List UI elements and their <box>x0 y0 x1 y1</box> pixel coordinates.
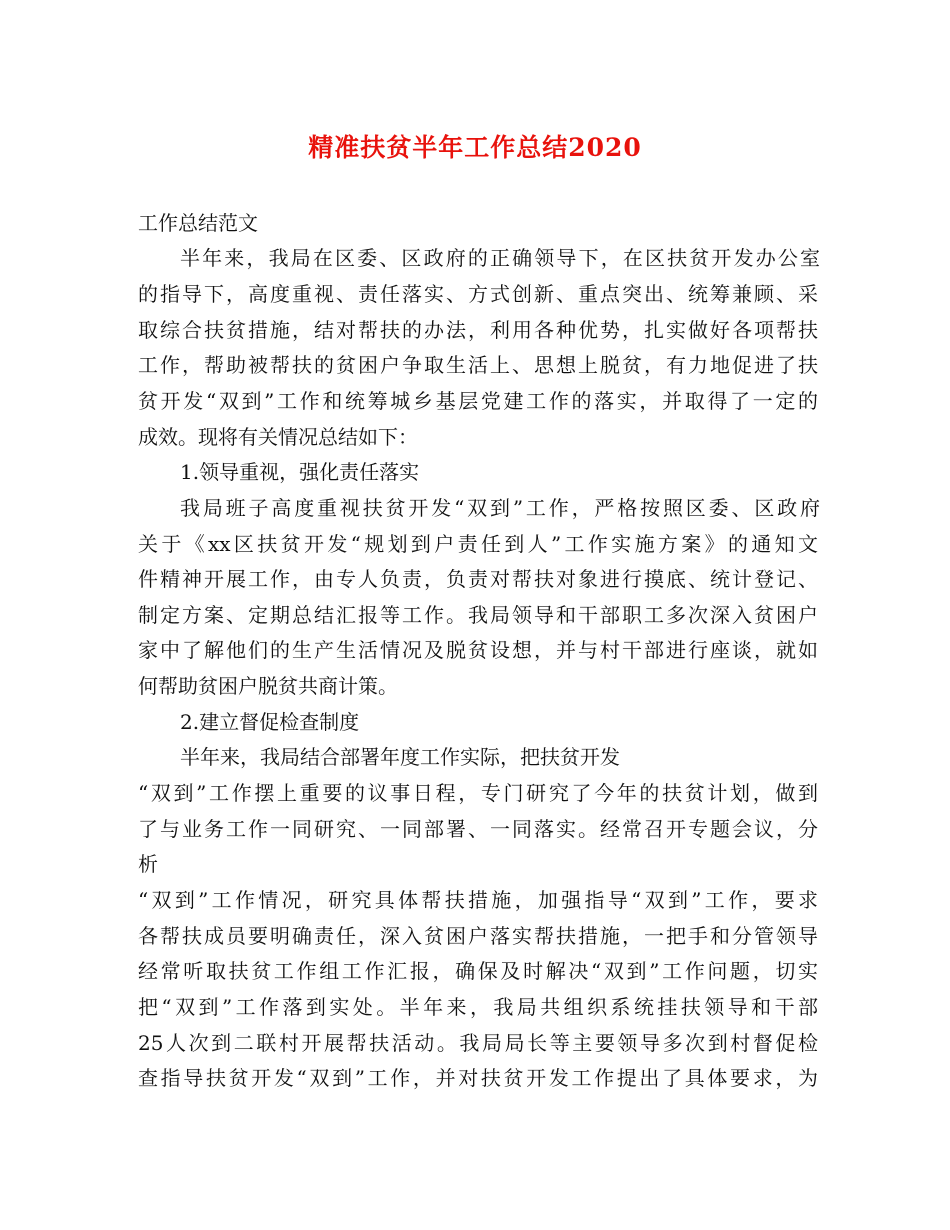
paragraph-line: 各帮扶成员要明确责任，深入贫困户落实帮扶措施，一把手和分管领导 <box>138 924 818 948</box>
paragraph-line: 了与业务工作一同研究、一同部署、一同落实。经常召开专题会议，分 <box>138 817 818 841</box>
paragraph-line: 工作，帮助被帮扶的贫困户争取生活上、思想上脱贫，有力地促进了扶 <box>138 353 818 377</box>
paragraph-line: 制定方案、定期总结汇报等工作。我局领导和干部职工多次深入贫困户 <box>138 603 818 627</box>
paragraph-line: 析 <box>138 852 158 876</box>
paragraph-line: 件精神开展工作，由专人负责，负责对帮扶对象进行摸底、统计登记、 <box>138 567 818 591</box>
paragraph-line: 把“双到”工作落到实处。半年来，我局共组织系统挂扶领导和干部 <box>138 995 818 1019</box>
paragraph-line: 经常听取扶贫工作组工作汇报，确保及时解决“双到”工作问题，切实 <box>138 959 818 983</box>
section-heading: 2.建立督促检查制度 <box>180 710 360 734</box>
paragraph-line: 25人次到二联村开展帮扶活动。我局局长等主要领导多次到村督促检 <box>138 1031 818 1055</box>
paragraph-line: 我局班子高度重视扶贫开发“双到”工作，严格按照区委、区政府 <box>180 496 820 520</box>
paragraph-line: 半年来，我局在区委、区政府的正确领导下，在区扶贫开发办公室 <box>180 246 820 270</box>
paragraph-line: 的指导下，高度重视、责任落实、方式创新、重点突出、统筹兼顾、采 <box>138 282 818 306</box>
paragraph-line: 查指导扶贫开发“双到”工作，并对扶贫开发工作提出了具体要求，为 <box>138 1066 818 1090</box>
document-title: 精准扶贫半年工作总结2020 <box>308 133 642 162</box>
paragraph-line: “双到”工作情况，研究具体帮扶措施，加强指导“双到”工作，要求 <box>138 888 818 912</box>
section-label: 工作总结范文 <box>138 211 258 235</box>
paragraph-line: 成效。现将有关情况总结如下： <box>138 425 418 449</box>
paragraph-line: 家中了解他们的生产生活情况及脱贫设想，并与村干部进行座谈，就如 <box>138 638 818 662</box>
paragraph-line: 取综合扶贫措施，结对帮扶的办法，利用各种优势，扎实做好各项帮扶 <box>138 318 818 342</box>
paragraph-line: 贫开发“双到”工作和统筹城乡基层党建工作的落实，并取得了一定的 <box>138 389 818 413</box>
section-heading: 1.领导重视，强化责任落实 <box>180 460 420 484</box>
paragraph-line: 半年来，我局结合部署年度工作实际，把扶贫开发 <box>180 745 620 769</box>
paragraph-line: 关于《xx区扶贫开发“规划到户责任到人”工作实施方案》的通知文 <box>138 532 818 556</box>
paragraph-line: “双到”工作摆上重要的议事日程，专门研究了今年的扶贫计划，做到 <box>138 781 818 805</box>
paragraph-line: 何帮助贫困户脱贫共商计策。 <box>138 674 398 698</box>
